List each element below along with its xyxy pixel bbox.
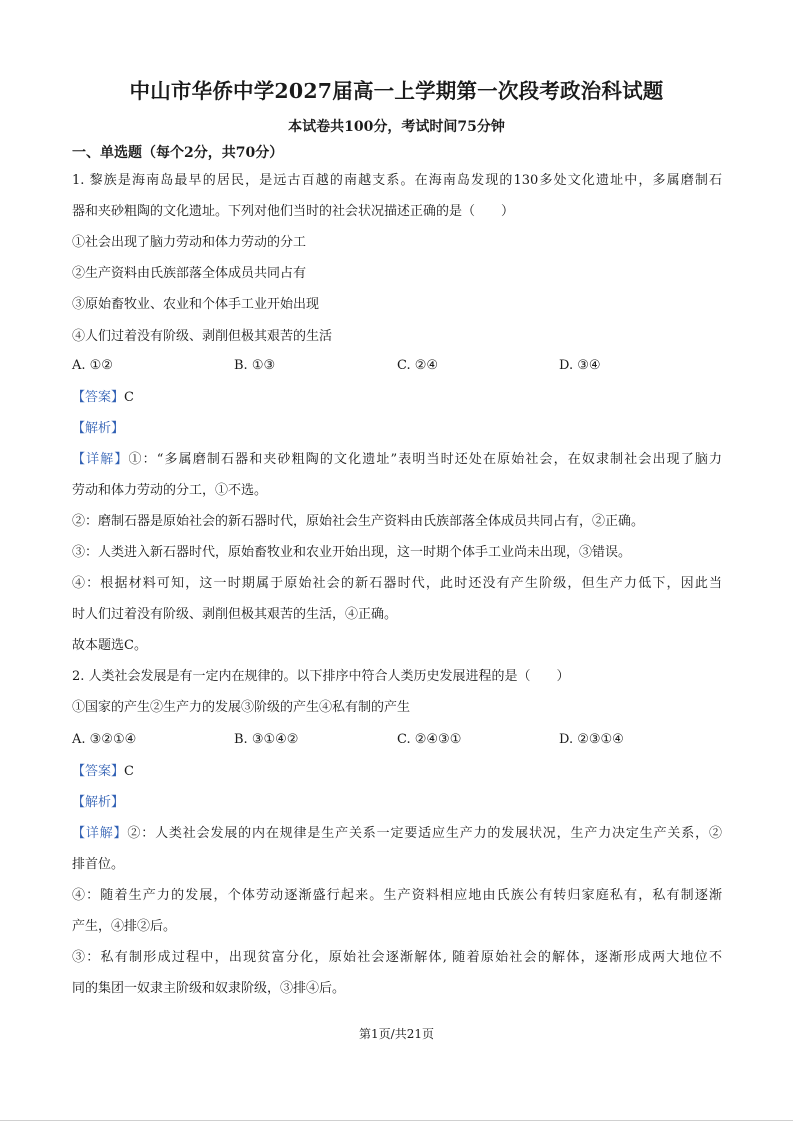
q1-stem-line-1: 1. 黎族是海南岛最早的居民，是远古百越的南越支系。在海南岛发现的130多处文化遗址中，多属磨制石 bbox=[72, 173, 722, 188]
q1-option-b: B. ①③ bbox=[234, 358, 276, 373]
q1-answer-value: C bbox=[124, 390, 134, 405]
q2-detail-line-1 bbox=[72, 825, 722, 843]
q1-statement-1: ①社会出现了脑力劳动和体力劳动的分工 bbox=[72, 235, 307, 250]
q1-conclusion: 故本题选C。 bbox=[72, 638, 147, 653]
q1-statement-4: ④人们过着没有阶级、剥削但极其艰苦的生活 bbox=[72, 329, 333, 344]
q2-answer-tag: 【答案】 bbox=[72, 764, 125, 779]
q2-analysis-tag: 【解析】 bbox=[72, 795, 125, 810]
q2-option-d: D. ②③①④ bbox=[559, 732, 624, 747]
bottom-divider bbox=[0, 1120, 793, 1121]
q1-detail-tag: 【详解】 bbox=[72, 452, 129, 467]
q1-option-a: A. ①② bbox=[72, 358, 113, 373]
q2-detail-text-1: ②：人类社会发展的内在规律是生产关系一定要适应生产力的发展状况，生产力决定生产关系，② bbox=[127, 826, 722, 841]
exam-subtitle: 本试卷共100分，考试时间75分钟 bbox=[288, 119, 505, 135]
q1-detail-line-4: ③：人类进入新石器时代，原始畜牧业和农业开始出现，这一时期个体手工业尚未出现，③错误。 bbox=[72, 545, 632, 560]
q2-detail-tag: 【详解】 bbox=[72, 826, 128, 841]
q1-stem-line-2: 器和夹砂粗陶的文化遗址。下列对他们当时的社会状况描述正确的是（ ） bbox=[72, 204, 515, 219]
q2-detail-line-5: ③：私有制形成过程中，出现贫富分化，原始社会逐渐解体, 随着原始社会的解体，逐渐形成两大地位不 bbox=[72, 950, 722, 965]
q1-option-d: D. ③④ bbox=[559, 358, 601, 373]
q2-option-a: A. ③②①④ bbox=[72, 732, 137, 747]
q2-option-b: B. ③①④② bbox=[234, 732, 299, 747]
q1-detail-line-5: ④：根据材料可知，这一时期属于原始社会的新石器时代，此时还没有产生阶级，但生产力低下，因此当 bbox=[72, 576, 722, 591]
q1-answer bbox=[72, 389, 722, 407]
q2-answer bbox=[72, 763, 722, 781]
q1-statement-2: ②生产资料由氏族部落全体成员共同占有 bbox=[72, 266, 307, 281]
q1-answer-tag: 【答案】 bbox=[72, 390, 125, 405]
exam-title: 中山市华侨中学2027届高一上学期第一次段考政治科试题 bbox=[129, 79, 664, 103]
q2-statement: ①国家的产生②生产力的发展③阶级的产生④私有制的产生 bbox=[72, 700, 411, 715]
q1-detail-line-3: ②：磨制石器是原始社会的新石器时代，原始社会生产资料由氏族部落全体成员共同占有，②正确。 bbox=[72, 514, 645, 529]
q1-detail-line-1 bbox=[72, 451, 722, 469]
q1-option-c: C. ②④ bbox=[397, 358, 439, 373]
q1-statement-3: ③原始畜牧业、农业和个体手工业开始出现 bbox=[72, 297, 320, 312]
section-heading: 一、单选题（每个2分，共70分） bbox=[72, 145, 284, 161]
q2-stem-line-1: 2. 人类社会发展是有一定内在规律的。以下排序中符合人类历史发展进程的是（ ） bbox=[72, 669, 570, 684]
q2-detail-line-3: ④：随着生产力的发展，个体劳动逐渐盛行起来。生产资料相应地由氏族公有转归家庭私有，私有制逐渐 bbox=[72, 888, 722, 903]
q1-detail-line-6: 时人们过着没有阶级、剥削但极其艰苦的生活，④正确。 bbox=[72, 607, 398, 622]
q1-detail-line-2: 劳动和体力劳动的分工，①不选。 bbox=[72, 483, 268, 498]
q2-detail-line-2: 排首位。 bbox=[72, 857, 125, 872]
page-number: 第1页/共21页 bbox=[359, 1027, 434, 1041]
q2-detail-line-6: 同的集团一奴隶主阶级和奴隶阶级，③排④后。 bbox=[72, 981, 346, 996]
q2-detail-line-4: 产生，④排②后。 bbox=[72, 919, 177, 934]
q2-answer-value: C bbox=[124, 764, 134, 779]
q1-analysis-tag: 【解析】 bbox=[72, 421, 125, 436]
q2-option-c: C. ②④③① bbox=[397, 732, 462, 747]
q1-detail-text-1: ①：“多属磨制石器和夹砂粗陶的文化遗址”表明当时还处在原始社会，在奴隶制社会出现了脑力 bbox=[128, 452, 722, 467]
